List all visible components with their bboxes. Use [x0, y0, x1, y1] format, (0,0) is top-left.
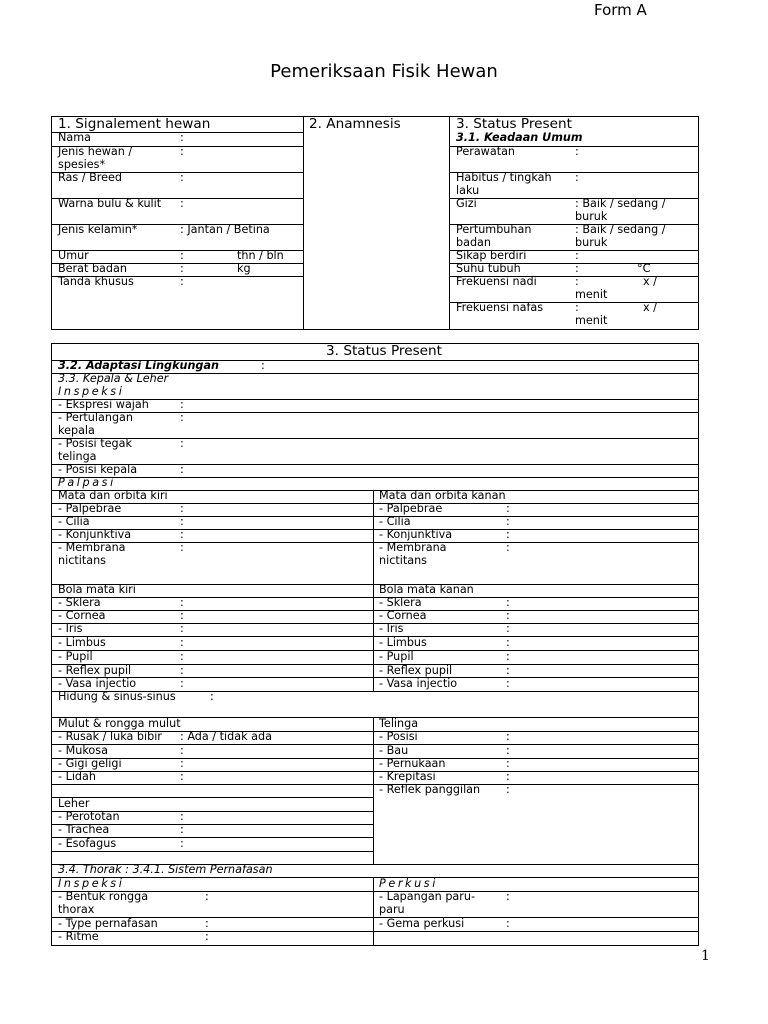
bola-kanan-colon: : — [506, 677, 510, 690]
mata-kiri-colon: : — [180, 541, 184, 554]
mata-kanan-item: - Membrana — [379, 541, 447, 554]
thorak-perkusi-title: Perkusi — [379, 877, 438, 890]
status-present-header: 3. Status Present — [326, 343, 442, 359]
telinga-item: - Posisi — [379, 730, 418, 743]
mata-kanan-colon: : — [506, 528, 510, 541]
telinga-colon: : — [506, 770, 510, 783]
field-label: Perawatan — [456, 145, 516, 158]
field-colon: : — [575, 275, 579, 288]
bola-kanan-item: - Vasa injectio — [379, 677, 458, 690]
field-label: Tanda khusus — [58, 275, 134, 288]
telinga-title: Telinga — [379, 717, 419, 730]
bola-kiri-colon: : — [180, 622, 184, 635]
field-unit: x / — [643, 275, 657, 288]
telinga-item: - Bau — [379, 744, 409, 757]
leher-colon: : — [180, 837, 184, 850]
thorak-inspeksi-item: - Type pernafasan — [58, 917, 158, 930]
bola-kiri-item: - Reflex pupil — [58, 664, 132, 677]
telinga-item: - Pernukaan — [379, 757, 446, 770]
mata-kanan-colon: : — [506, 515, 510, 528]
field-label: Frekuensi nadi — [456, 275, 537, 288]
anamnesis-header: 2. Anamnesis — [309, 116, 401, 132]
telinga-colon: : — [506, 730, 510, 743]
field-colon: : — [180, 249, 184, 262]
mata-kanan-item: - Cilia — [379, 515, 411, 528]
telinga-colon: : — [506, 783, 510, 796]
mata-kanan-colon: : — [506, 541, 510, 554]
mata-kanan-colon: : — [506, 502, 510, 515]
bola-kanan-colon: : — [506, 596, 510, 609]
field-colon: : — [575, 171, 579, 184]
mata-kiri-item: nictitans — [58, 554, 107, 567]
mulut-item: - Gigi geligi — [58, 757, 122, 770]
mulut-colon: : — [180, 744, 184, 757]
bola-kiri-title: Bola mata kiri — [58, 583, 136, 596]
bola-kiri-item: - Limbus — [58, 636, 106, 649]
mulut-colon: : Ada / tidak ada — [180, 730, 272, 743]
mata-kanan-title: Mata dan orbita kanan — [379, 489, 506, 502]
bola-kanan-item: - Sklera — [379, 596, 422, 609]
inspeksi-title: Inspeksi — [58, 385, 125, 398]
form-label: Form A — [594, 1, 647, 19]
field-unit: x / — [643, 301, 657, 314]
thorak-title: 3.4. Thorak : 3.4.1. Sistem Pernafasan — [58, 863, 273, 876]
inspeksi-item: telinga — [58, 450, 97, 463]
inspeksi-colon: : — [180, 411, 184, 424]
mata-kiri-colon: : — [180, 528, 184, 541]
telinga-colon: : — [506, 757, 510, 770]
field-colon: : — [180, 197, 184, 210]
thorak-inspeksi-item: - Bentuk rongga — [58, 890, 149, 903]
mata-kiri-colon: : — [180, 515, 184, 528]
kepala-leher-title: 3.3. Kepala & Leher — [58, 372, 169, 385]
mata-kiri-item: - Cilia — [58, 515, 90, 528]
leher-colon: : — [180, 823, 184, 836]
field-label: badan — [456, 236, 492, 249]
field-label: Frekuensi nafas — [456, 301, 544, 314]
telinga-colon: : — [506, 744, 510, 757]
bola-kanan-colon: : — [506, 664, 510, 677]
bola-kanan-colon: : — [506, 650, 510, 663]
field-colon: : Baik / sedang / — [575, 197, 666, 210]
mulut-item: - Lidah — [58, 770, 96, 783]
hidung-colon: : — [210, 690, 214, 703]
bola-kanan-item: - Limbus — [379, 636, 427, 649]
mata-kiri-title: Mata dan orbita kiri — [58, 489, 168, 502]
field-label: Sikap berdiri — [456, 249, 527, 262]
mata-kiri-item: - Palpebrae — [58, 502, 122, 515]
bola-kiri-colon: : — [180, 677, 184, 690]
field-unit: menit — [575, 314, 608, 327]
thorak-perkusi-item: - Lapangan paru- — [379, 890, 476, 903]
page-number: 1 — [701, 948, 710, 964]
field-option: buruk — [575, 210, 608, 223]
thorak-inspeksi-item: - Ritme — [58, 930, 99, 943]
inspeksi-item: - Posisi kepala — [58, 463, 138, 476]
inspeksi-item: - Pertulangan — [58, 411, 134, 424]
field-label: Nama — [58, 131, 91, 144]
field-unit: menit — [575, 288, 608, 301]
bola-kiri-item: - Sklera — [58, 596, 101, 609]
field-label: Warna bulu & kulit — [58, 197, 162, 210]
inspeksi-item: - Ekspresi wajah — [58, 398, 149, 411]
inspeksi-item: - Posisi tegak — [58, 437, 132, 450]
hidung-label: Hidung & sinus-sinus — [58, 690, 176, 703]
mata-kiri-colon: : — [180, 502, 184, 515]
col-divider — [449, 116, 450, 330]
palpasi-title: Palpasi — [58, 476, 116, 489]
inspeksi-colon: : — [180, 398, 184, 411]
field-label: Suhu tubuh — [456, 262, 521, 275]
field-colon: : Baik / sedang / — [575, 223, 666, 236]
field-label: Berat badan — [58, 262, 127, 275]
field-label: Jenis kelamin* — [58, 223, 138, 236]
telinga-item: - Krepitasi — [379, 770, 436, 783]
thorak-inspeksi-colon: : — [205, 917, 209, 930]
bola-kiri-item: - Cornea — [58, 609, 106, 622]
field-label: laku — [456, 184, 480, 197]
bola-kiri-colon: : — [180, 609, 184, 622]
lower-table — [51, 343, 699, 946]
field-colon: : Jantan / Betina — [180, 223, 270, 236]
bola-kanan-title: Bola mata kanan — [379, 583, 474, 596]
page-title: Pemeriksaan Fisik Hewan — [270, 61, 498, 82]
leher-title: Leher — [58, 797, 90, 810]
mulut-colon: : — [180, 757, 184, 770]
field-label: spesies* — [58, 158, 106, 171]
bola-kiri-colon: : — [180, 636, 184, 649]
telinga-item: - Reflek panggilan — [379, 783, 481, 796]
mata-kiri-item: - Membrana — [58, 541, 126, 554]
field-colon: : — [575, 262, 579, 275]
mata-kanan-item: - Konjunktiva — [379, 528, 453, 541]
mulut-item: - Rusak / luka bibir — [58, 730, 162, 743]
field-colon: : — [575, 301, 579, 314]
field-label: Jenis hewan / — [58, 145, 133, 158]
field-label: Gizi — [456, 197, 477, 210]
inspeksi-colon: : — [180, 463, 184, 476]
field-label: Pertumbuhan — [456, 223, 532, 236]
bola-kiri-item: - Vasa injectio — [58, 677, 137, 690]
inspeksi-colon: : — [180, 437, 184, 450]
field-label: Ras / Breed — [58, 171, 122, 184]
adaptasi-label: 3.2. Adaptasi Lingkungan — [58, 359, 219, 372]
signalement-header: 1. Signalement hewan — [58, 116, 211, 132]
bola-kanan-colon: : — [506, 609, 510, 622]
thorak-perkusi-item: paru — [379, 903, 405, 916]
bola-kanan-colon: : — [506, 636, 510, 649]
field-option: buruk — [575, 236, 608, 249]
bola-kanan-item: - Cornea — [379, 609, 427, 622]
field-colon: : — [180, 262, 184, 275]
leher-colon: : — [180, 810, 184, 823]
bola-kanan-item: - Iris — [379, 622, 404, 635]
mulut-item: - Mukosa — [58, 744, 108, 757]
keadaan-umum-subheader: 3.1. Keadaan Umum — [456, 131, 583, 144]
field-colon: : — [180, 171, 184, 184]
mata-kiri-item: - Konjunktiva — [58, 528, 132, 541]
field-unit: °C — [637, 262, 651, 275]
field-colon: : — [575, 145, 579, 158]
field-unit: kg — [237, 262, 251, 275]
bola-kiri-colon: : — [180, 650, 184, 663]
thorak-inspeksi-colon: : — [205, 930, 209, 943]
field-colon: : — [180, 145, 184, 158]
bola-kiri-item: - Iris — [58, 622, 83, 635]
field-unit: thn / bln — [237, 249, 284, 262]
adaptasi-colon: : — [261, 359, 265, 372]
col-divider — [303, 116, 304, 330]
thorak-inspeksi-colon: : — [205, 890, 209, 903]
field-label: Umur — [58, 249, 89, 262]
thorak-perkusi-colon: : — [506, 917, 510, 930]
bola-kanan-item: - Reflex pupil — [379, 664, 453, 677]
status-present-header: 3. Status Present — [456, 116, 572, 132]
field-colon: : — [575, 249, 579, 262]
mata-kanan-item: nictitans — [379, 554, 428, 567]
bola-kanan-item: - Pupil — [379, 650, 414, 663]
thorak-inspeksi-item: thorax — [58, 903, 95, 916]
field-colon: : — [180, 275, 184, 288]
inspeksi-item: kepala — [58, 424, 95, 437]
field-label: Habitus / tingkah — [456, 171, 552, 184]
field-colon: : — [180, 131, 184, 144]
bola-kiri-colon: : — [180, 596, 184, 609]
leher-item: - Esofagus — [58, 837, 117, 850]
bola-kiri-colon: : — [180, 664, 184, 677]
thorak-perkusi-item: - Gema perkusi — [379, 917, 465, 930]
mulut-colon: : — [180, 770, 184, 783]
thorak-perkusi-colon: : — [506, 890, 510, 903]
thorak-inspeksi-title: Inspeksi — [58, 877, 125, 890]
mulut-title: Mulut & rongga mulut — [58, 717, 181, 730]
bola-kiri-item: - Pupil — [58, 650, 93, 663]
leher-item: - Trachea — [58, 823, 110, 836]
leher-item: - Perototan — [58, 810, 120, 823]
mata-kanan-item: - Palpebrae — [379, 502, 443, 515]
bola-kanan-colon: : — [506, 622, 510, 635]
